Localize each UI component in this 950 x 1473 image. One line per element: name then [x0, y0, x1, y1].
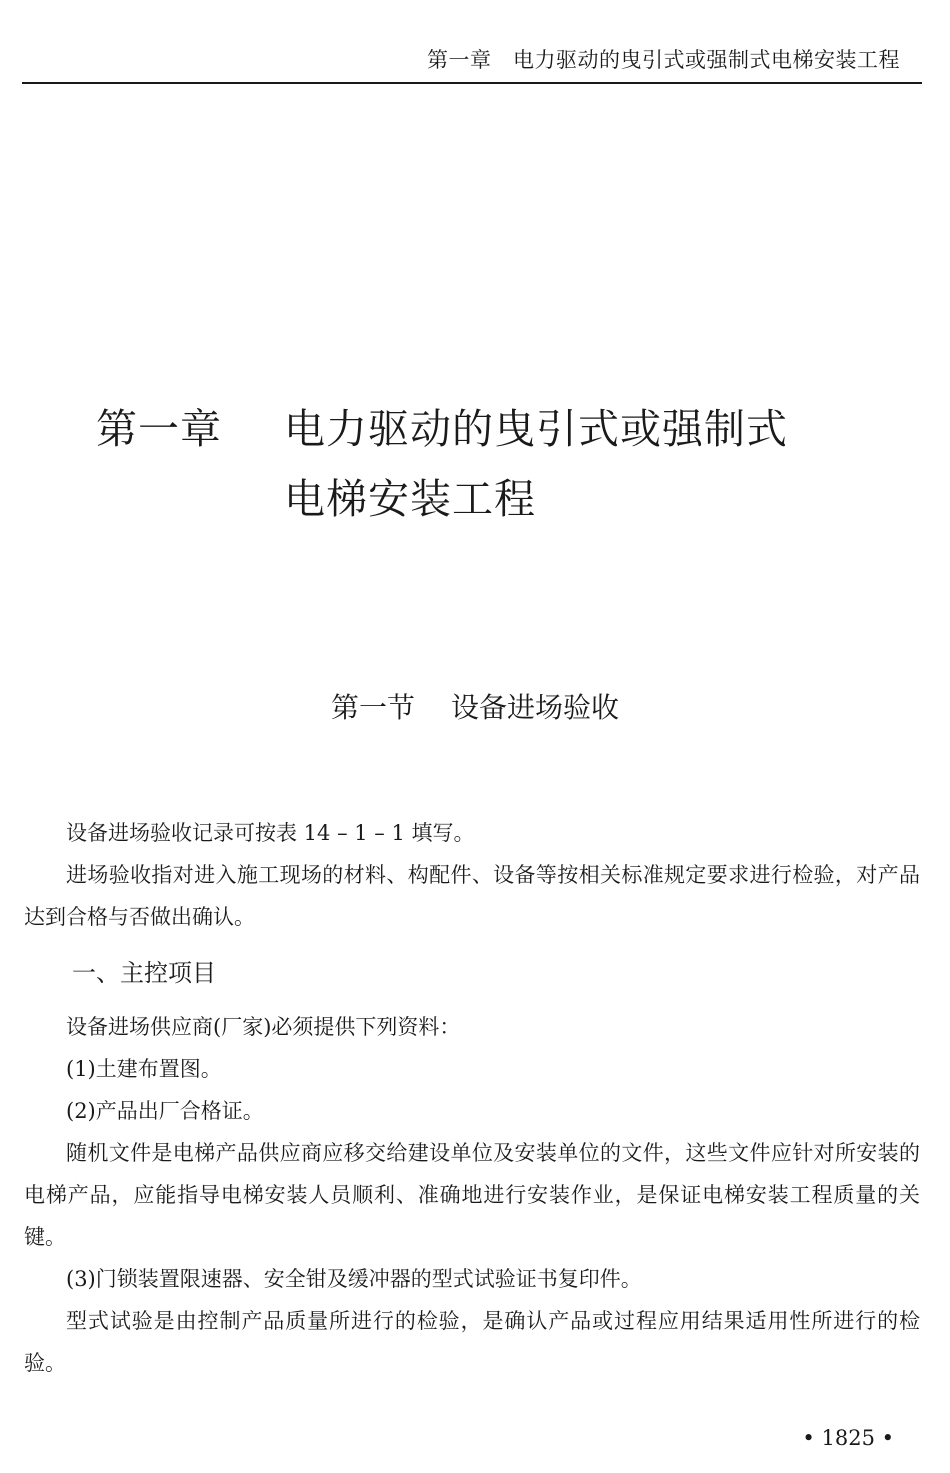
- paragraph: 进场验收指对进入施工现场的材料、构配件、设备等按相关标准规定要求进行检验，对产品达到合格与否做出确认。: [24, 863, 920, 929]
- chapter-title: [96, 394, 788, 534]
- section-label: 第一节: [330, 691, 415, 724]
- body-text: [24, 812, 920, 1384]
- chapter-title-line1: 电力驱动的曳引式或强制式: [284, 405, 788, 453]
- paragraph: 随机文件是电梯产品供应商应移交给建设单位及安装单位的文件，这些文件应针对所安装的电梯产品，应能指导电梯安装人员顺利、准确地进行安装作业，是保证电梯安装工程质量的关键。: [24, 1141, 920, 1249]
- list-item: (1)土建布置图。: [66, 1057, 222, 1081]
- chapter-label: 第一章: [96, 405, 222, 453]
- paragraph: 型式试验是由控制产品质量所进行的检验，是确认产品或过程应用结果适用性所进行的检验。: [24, 1309, 920, 1375]
- list-item: (2)产品出厂合格证。: [66, 1099, 264, 1123]
- running-header: [22, 40, 922, 84]
- list-item: (3)门锁装置限速器、安全钳及缓冲器的型式试验证书复印件。: [66, 1267, 642, 1291]
- chapter-title-line2: 电梯安装工程: [284, 475, 536, 523]
- section-title: [0, 686, 950, 726]
- subsection-heading: 一、主控项目: [72, 959, 216, 987]
- paragraph: 设备进场供应商(厂家)必须提供下列资料：: [66, 1015, 461, 1039]
- running-header-text: 第一章 电力驱动的曳引式或强制式电梯安装工程: [427, 48, 900, 72]
- page-number: • 1825 •: [802, 1426, 894, 1450]
- section-title-text: 设备进场验收: [451, 691, 620, 724]
- paragraph: 设备进场验收记录可按表 14 – 1 – 1 填写。: [66, 821, 475, 845]
